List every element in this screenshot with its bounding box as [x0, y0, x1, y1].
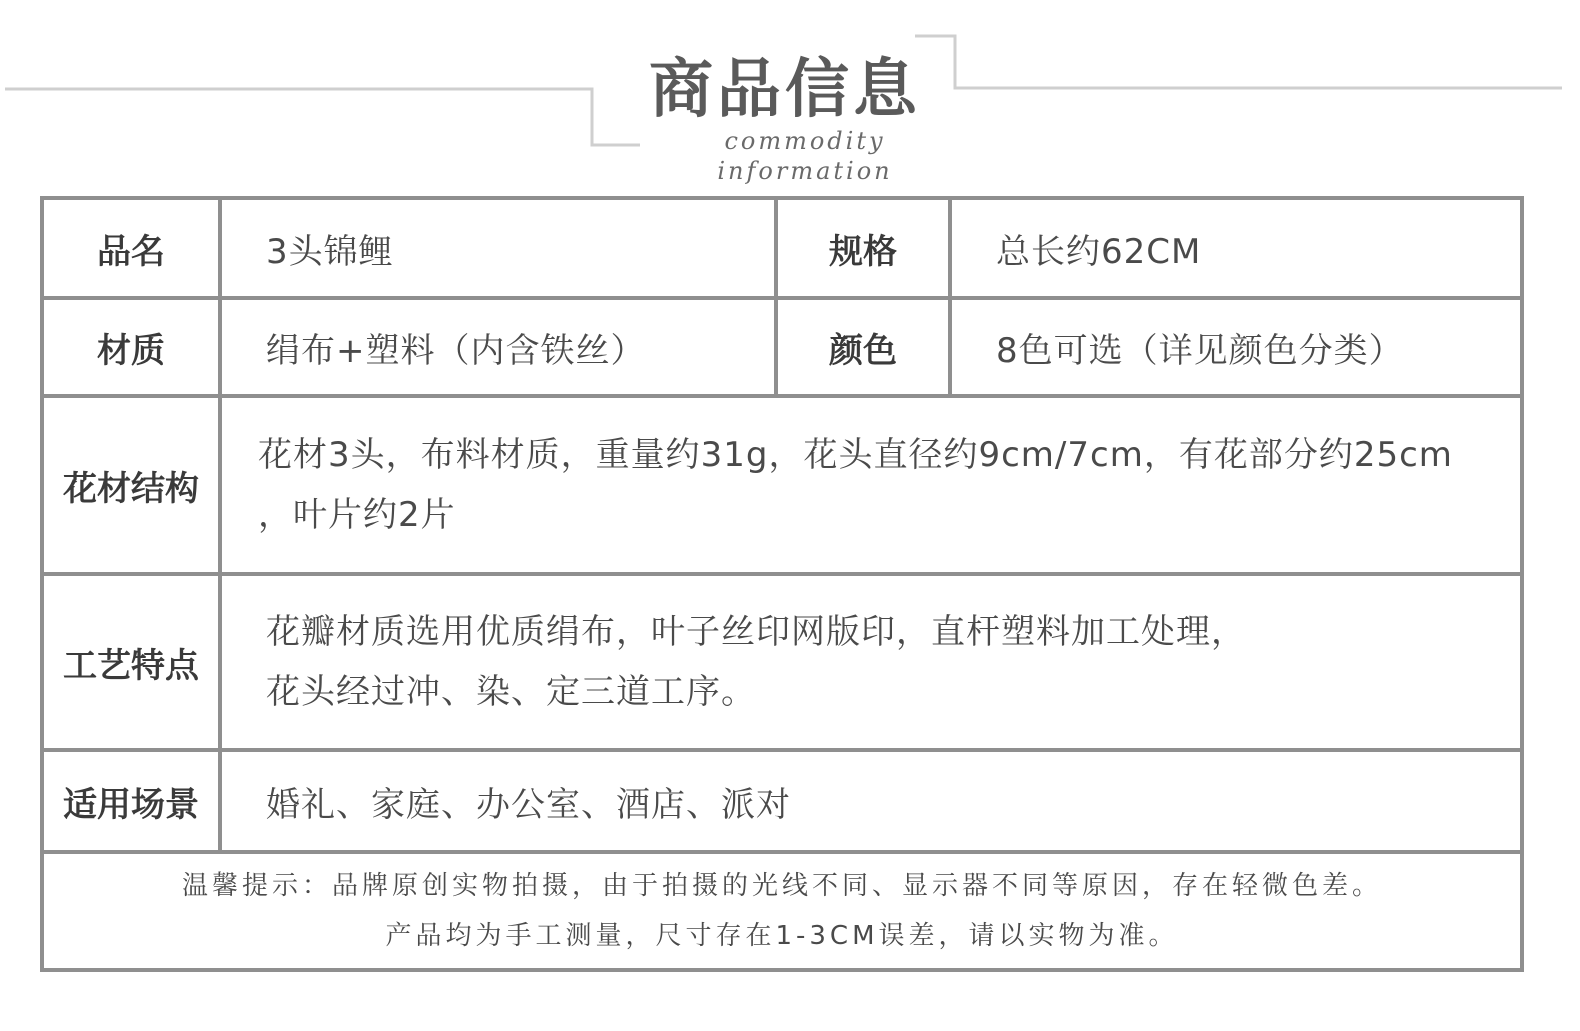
value-craft — [220, 574, 1522, 750]
header — [600, 40, 970, 185]
table-row — [42, 298, 1522, 396]
value-material: 绢布+塑料（内含铁丝） — [220, 298, 776, 396]
structure-line-1: 花材3头，布料材质，重量约31g，花头直径约9cm/7cm，有花部分约25cm — [258, 435, 1453, 475]
table-row — [42, 750, 1522, 852]
label-craft: 工艺特点 — [42, 574, 220, 750]
value-spec: 总长约62CM — [950, 198, 1522, 298]
craft-line-2: 花头经过冲、染、定三道工序。 — [266, 672, 756, 712]
label-color: 颜色 — [776, 298, 950, 396]
label-structure: 花材结构 — [42, 396, 220, 574]
value-color: 8色可选（详见颜色分类） — [950, 298, 1522, 396]
label-scenarios: 适用场景 — [42, 750, 220, 852]
label-spec: 规格 — [776, 198, 950, 298]
tips-line-2: 产品均为手工测量，尺寸存在1-3CM误差，请以实物为准。 — [385, 921, 1179, 951]
product-info-table — [40, 196, 1524, 972]
tips-line-1: 温馨提示：品牌原创实物拍摄，由于拍摄的光线不同、显示器不同等原因，存在轻微色差。 — [181, 871, 1382, 901]
page-title: 商品信息 — [649, 53, 921, 127]
label-material: 材质 — [42, 298, 220, 396]
tips-note — [42, 852, 1522, 970]
table-row — [42, 852, 1522, 970]
label-name: 品名 — [42, 198, 220, 298]
structure-line-2: ，叶片约2片 — [258, 495, 456, 535]
table-row — [42, 574, 1522, 750]
table-row — [42, 198, 1522, 298]
table-row — [42, 396, 1522, 574]
value-scenarios: 婚礼、家庭、办公室、酒店、派对 — [220, 750, 1522, 852]
craft-line-1: 花瓣材质选用优质绢布，叶子丝印网版印，直杆塑料加工处理， — [266, 612, 1246, 652]
value-structure — [220, 396, 1522, 574]
page-subtitle: commodity information — [717, 127, 893, 185]
value-name: 3头锦鲤 — [220, 198, 776, 298]
